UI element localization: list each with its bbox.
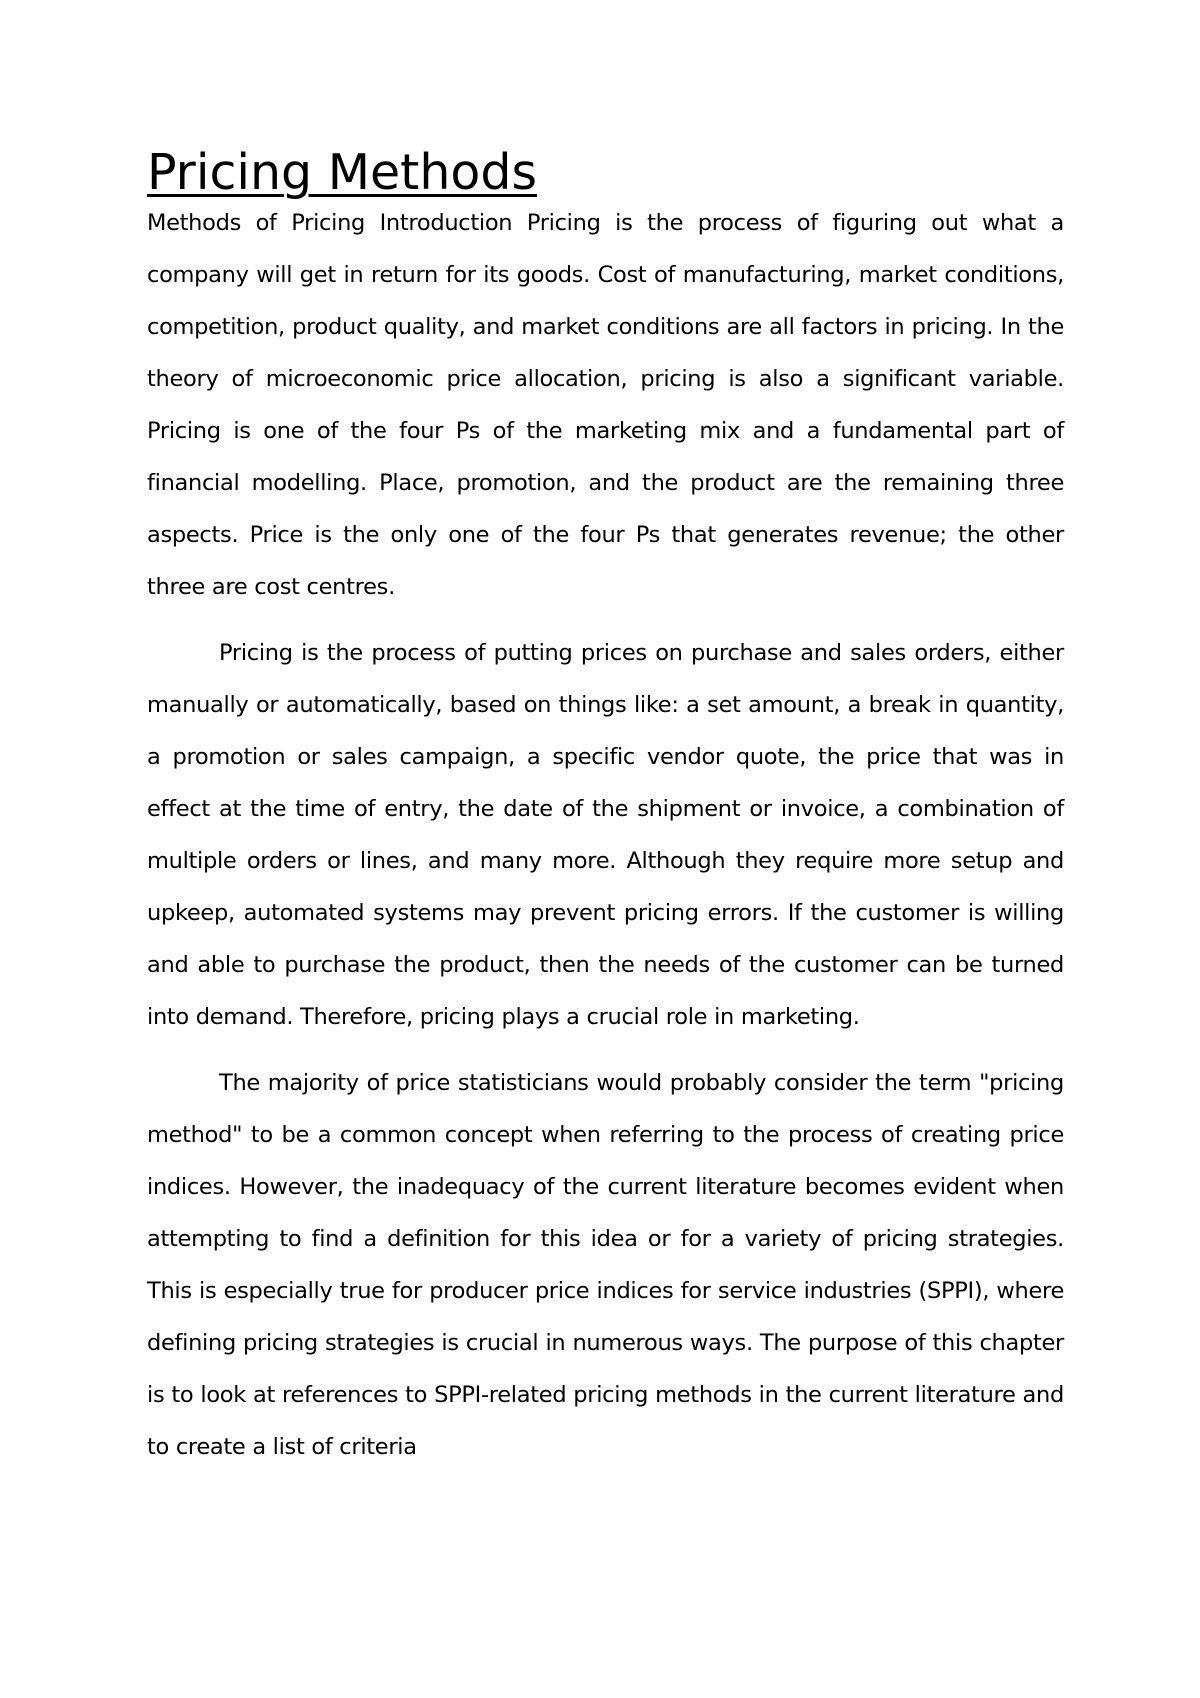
- paragraph-pricing-method: The majority of price statisticians would probably consider the term "pricing method" to be a common concept when referring to the process of creating price indices. However, the inadequacy of the current literature becomes evident when attempting to find a definition for this idea or for a variety of pricing strategies. This is especially true for producer price indices for service industries (SPPI), where defining pricing strategies is crucial in numerous ways. The purpose of this chapter is to look at references to SPPI-related pricing methods in the current literature and to create a list of criteria: [147, 1070, 1064, 1460]
- document-title: Pricing Methods: [147, 144, 538, 201]
- document-body: [147, 143, 1064, 1473]
- paragraph-pricing-process: Pricing is the process of putting prices on purchase and sales orders, either manually or automatically, based on things like: a set amount, a break in quantity, a promotion or sales campaign, a specific vendor quote, the price that was in effect at the time of entry, the date of the shipment or invoice, a combination of multiple orders or lines, and many more. Although they require more setup and upkeep, automated systems may prevent pricing errors. If the customer is willing and able to purchase the product, then the needs of the customer can be turned into demand. Therefore, pricing plays a crucial role in marketing.: [147, 640, 1064, 1030]
- paragraph-introduction: Methods of Pricing Introduction Pricing is the process of figuring out what a company will get in return for its goods. Cost of manufacturing, market conditions, competition, product quality, and market conditions are all factors in pricing. In the theory of microeconomic price allocation, pricing is also a significant variable. Pricing is one of the four Ps of the marketing mix and a fundamental part of financial modelling. Place, promotion, and the product are the remaining three aspects. Price is the only one of the four Ps that generates revenue; the other three are cost centres.: [147, 210, 1064, 600]
